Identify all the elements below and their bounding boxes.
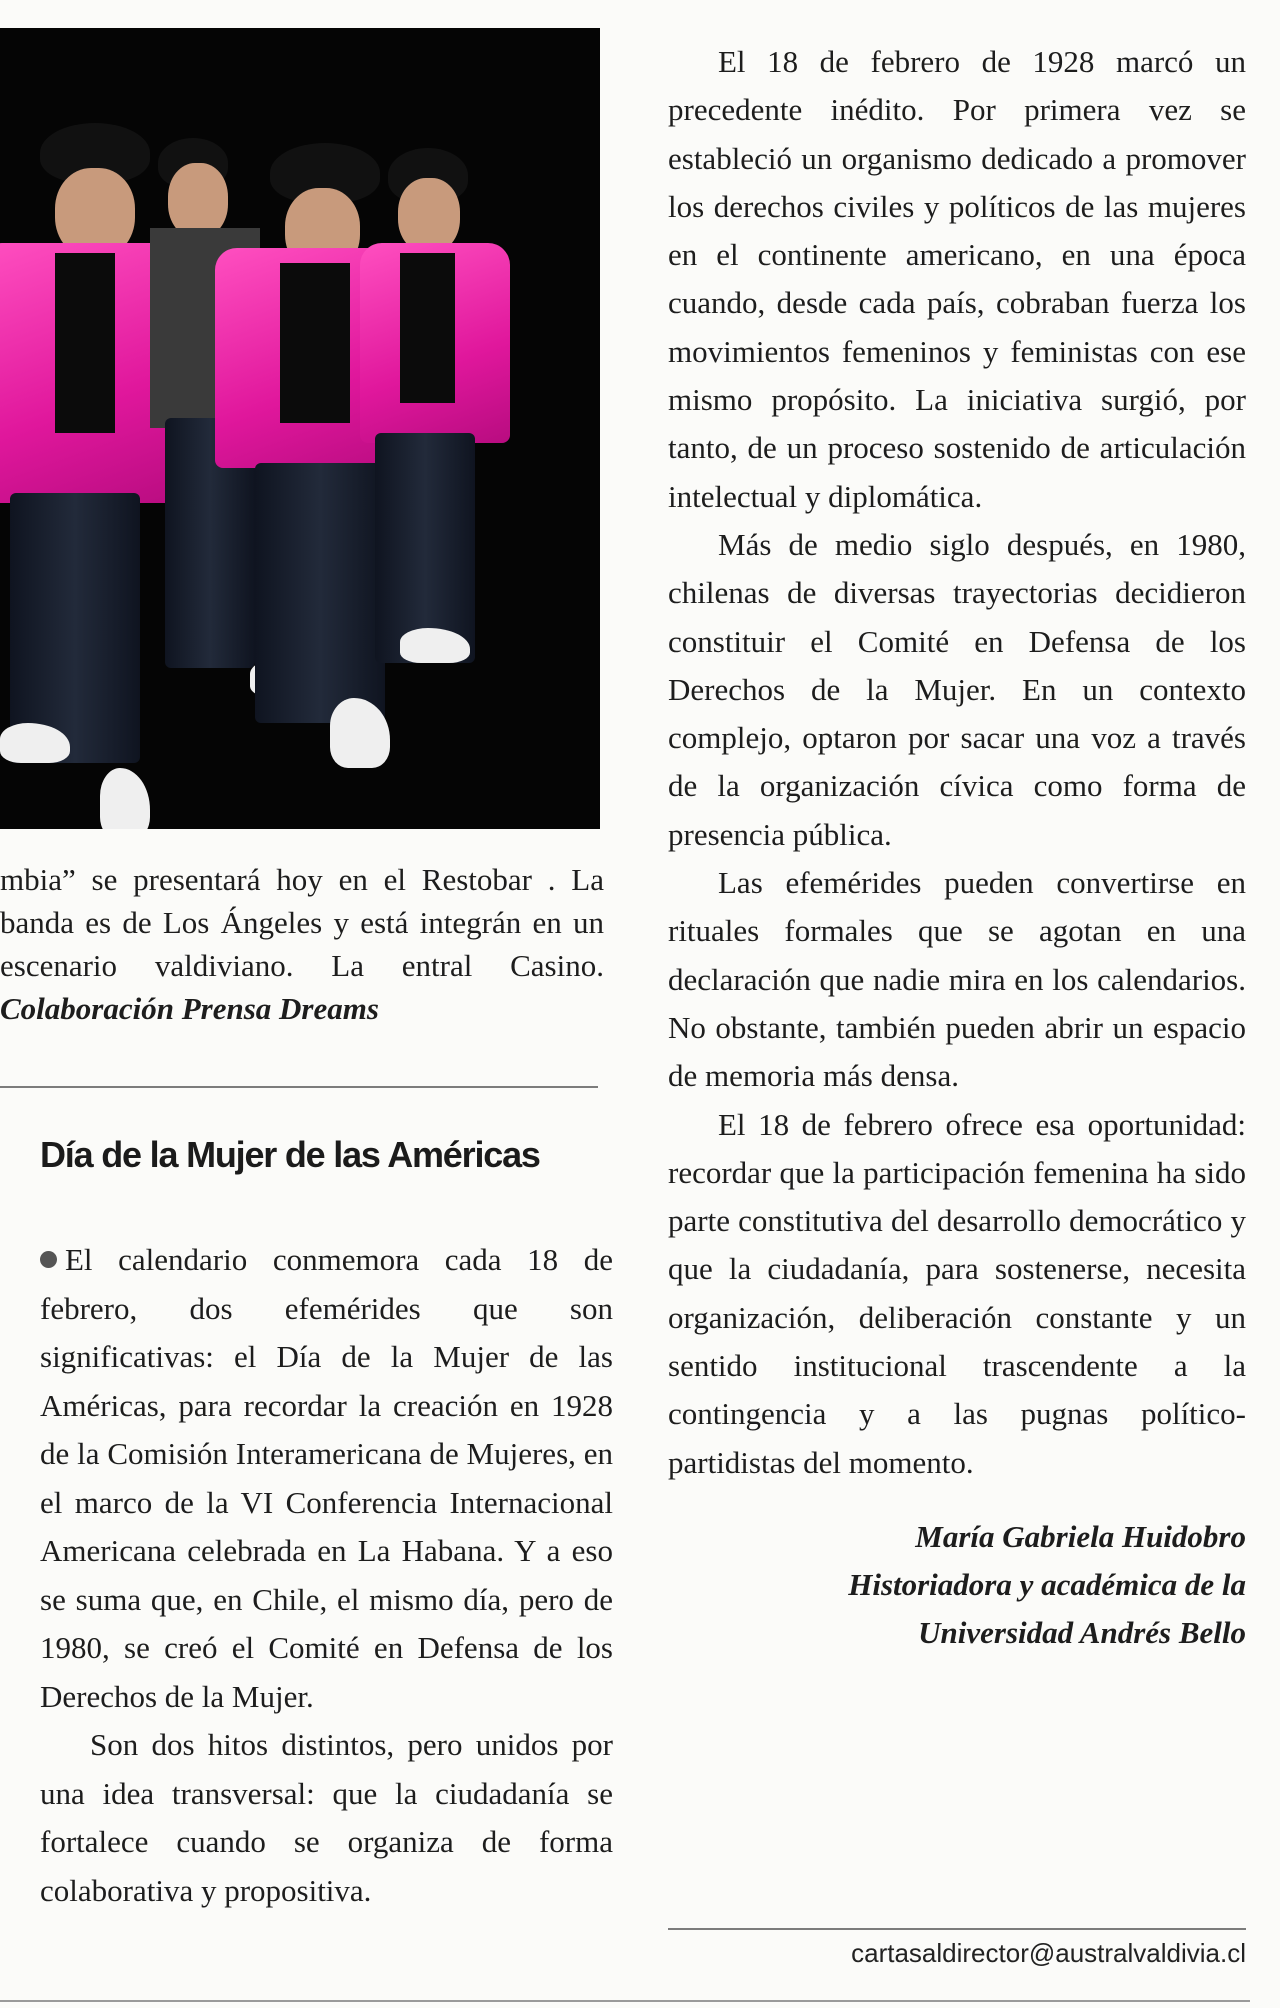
article-paragraph: El 18 de febrero de 1928 marcó un precedente inédito. Por primera vez se estableció un organismo dedicado a promover los derechos civiles y políticos de las mujeres en el continente americano, en una época cuando, desde cada país, cobraban fuerza los movimientos femeninos y feministas con ese mismo propósito. La iniciativa surgió, por tanto, de un proceso sostenido de articulación intelectual y diplomática. [668,44,1246,514]
sidebar-paragraph: Son dos hitos distintos, pero unidos por una idea transversal: que la ciudadanía se fortalece cuando se organiza de forma colaborativa y propositiva. [40,1727,613,1908]
divider [0,1086,598,1088]
divider [0,2000,1250,2002]
article-column [668,38,1246,1657]
bullet-icon [40,1251,57,1268]
band-photo [0,28,600,829]
caption-text: mbia” se presentará hoy en el Restobar . La banda es de Los Ángeles y está integrán en un escenario valdiviano. La entral Casino. [0,862,604,983]
author-title: Historiadora y académica de la [848,1566,1246,1602]
sidebar-body [40,1236,613,1915]
article-paragraph: Las efemérides pueden convertirse en rituales formales que se agotan en una declaración que nadie mira en los calendarios. No obstante, también pueden abrir un espacio de memoria más densa. [668,865,1246,1094]
article-paragraph: Más de medio siglo después, en 1980, chilenas de diversas trayectorias decidieron constituir el Comité en Defensa de los Derechos de la Mujer. En un contexto complejo, optaron por sacar una voz a través de la organización cívica como forma de presencia pública. [668,526,1246,852]
author-signature [668,1513,1246,1657]
sidebar-paragraph: El calendario conmemora cada 18 de febrero, dos efemérides que son significativas: el Día de la Mujer de las Américas, para recordar la creación en 1928 de la Comisión Interamericana de Mujeres, en el marco de la VI Conferencia Internacional Americana celebrada en La Habana. Y a eso se suma que, en Chile, el mismo día, pero de 1980, se creó el Comité en Defensa de los Derechos de la Mujer. [40,1242,613,1714]
sidebar-headline: Día de la Mujer de las Américas [40,1134,540,1175]
author-name: María Gabriela Huidobro [915,1518,1246,1554]
contact-email[interactable]: cartasaldirector@australvaldivia.cl [851,1938,1246,1968]
divider [668,1928,1246,1930]
author-affiliation: Universidad Andrés Bello [918,1614,1246,1650]
photo-caption [0,858,604,1030]
article-body [668,38,1246,1487]
photo-credit: Colaboración Prensa Dreams [0,991,379,1026]
article-paragraph: El 18 de febrero ofrece esa oportunidad: recordar que la participación femenina ha sido parte constitutiva del desarrollo democrático y que la ciudadanía, para sostenerse, necesita organización, deliberación constante y un sentido institucional trascendente a la contingencia y a las pugnas político-partidistas del momento. [668,1106,1246,1480]
